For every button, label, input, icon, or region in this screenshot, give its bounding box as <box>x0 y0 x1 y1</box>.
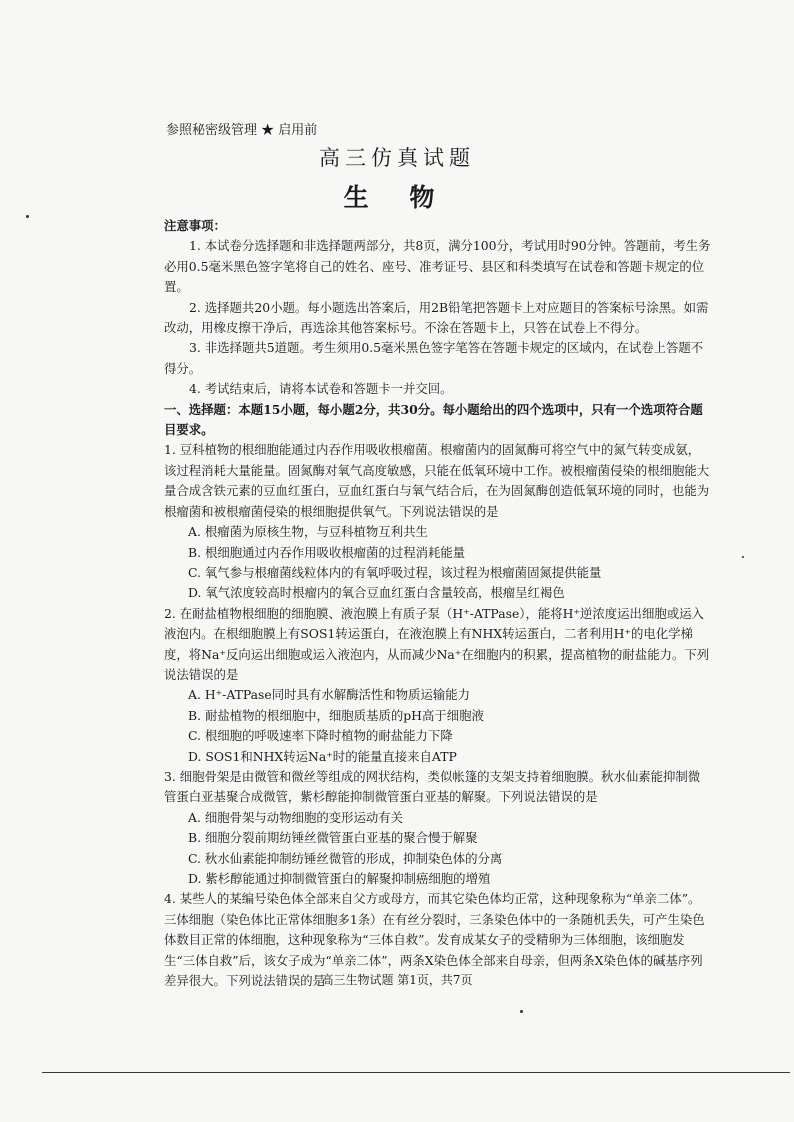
question-option: D. 紫杉醇能通过抑制微管蛋白的解聚抑制癌细胞的增殖 <box>188 871 491 886</box>
question-option: C. 氧气参与根瘤菌线粒体内的有氧呼吸过程，该过程为根瘤菌固氮提供能量 <box>188 564 602 580</box>
scan-edge-line <box>42 1072 790 1073</box>
subject-title: 生 物 <box>343 183 451 212</box>
notice-item: 2. 选择题共20小题。每小题选出答案后，用2B铅笔把答题卡上对应题目的答案标号涂黑。如需改动，用橡皮擦干净后，再选涂其他答案标号。不涂在答题卡上，只答在试卷上不得分。 <box>164 299 709 336</box>
scan-speck <box>520 1010 523 1013</box>
scan-speck <box>742 556 744 558</box>
exam-body <box>164 216 712 991</box>
question-option: B. 耐盐植物的根细胞中，细胞质基质的pH高于细胞液 <box>188 707 484 723</box>
question-stem: 4. 某些人的某编号染色体全部来自父方或母方，而其它染色体均正常，这种现象称为“单亲二体”。三体细胞（染色体比正常体细胞多1条）在有丝分裂时，三条染色体中的一条随机丢失，可产生染色体数目正常的体细胞，这种现象称为“三体自救”。发育成某女子的受精卵为三体细胞，该细胞发生“三体自救”后，该女子成为“单亲二体”，两条X染色体全部来自母亲，但两条X染色体的碱基序列差异很大。下列说法错误的是 <box>164 891 705 989</box>
scan-speck <box>26 215 29 218</box>
question-option: D. 氧气浓度较高时根瘤内的氧合豆血红蛋白含量较高，根瘤呈红褐色 <box>188 585 565 601</box>
question-stem: 3. 细胞骨架是由微管和微丝等组成的网状结构，类似帐篷的支架支持着细胞膜。秋水仙素能抑制微管蛋白亚基聚合成微管，紫杉醇能抑制微管蛋白亚基的解聚。下列说法错误的是 <box>164 768 701 805</box>
question-stem: 1. 豆科植物的根细胞能通过内吞作用吸收根瘤菌。根瘤菌内的固氮酶可将空气中的氮气转变成氨，该过程消耗大量能量。固氮酶对氧气高度敏感，只能在低氧环境中工作。被根瘤菌侵染的根细胞能大量合成含铁元素的豆血红蛋白，豆血红蛋白与氧气结合后，在为固氮酶创造低氧环境的同时，也能为根瘤菌和被根瘤菌侵染的根细胞提供氧气。下列说法错误的是 <box>164 442 710 519</box>
question-option: A. H⁺-ATPase同时具有水解酶活性和物质运输能力 <box>188 687 471 703</box>
page-footer: 高三生物试题 第1页，共7页 <box>321 973 473 987</box>
question-option: C. 根细胞的呼吸速率下降时植物的耐盐能力下降 <box>188 728 453 744</box>
question-option: A. 细胞骨架与动物细胞的变形运动有关 <box>188 809 404 825</box>
secrecy-label: 参照秘密级管理 ★ 启用前 <box>166 123 318 138</box>
notice-item: 4. 考试结束后，请将本试卷和答题卡一并交回。 <box>189 381 453 397</box>
notice-heading: 注意事项： <box>164 218 226 233</box>
question-option: B. 根细胞通过内吞作用吸收根瘤菌的过程消耗能量 <box>188 544 466 560</box>
question-stem: 2. 在耐盐植物根细胞的细胞膜、液泡膜上有质子泵（H⁺-ATPase），能将H⁺逆浓度运出细胞或运入液泡内。在根细胞膜上有SOS1转运蛋白，在液泡膜上有NHX转运蛋白，二者利用H⁺的电化学梯度，将Na⁺反向运出细胞或运入液泡内，从而减少Na⁺在细胞内的积累，提高植物的耐盐能力。下列说法错误的是 <box>164 605 710 682</box>
question-option: C. 秋水仙素能抑制纺锤丝微管的形成，抑制染色体的分离 <box>188 850 503 866</box>
notice-item: 3. 非选择题共5道题。考生须用0.5毫米黑色签字笔答在答题卡规定的区域内，在试卷上答题不得分。 <box>164 340 704 376</box>
notice-item: 1. 本试卷分选择题和非选择题两部分，共8页，满分100分，考试用时90分钟。答题前，考生务必用0.5毫米黑色签字笔将自己的姓名、座号、准考证号、县区和科类填写在试卷和答题卡规定的位置。 <box>164 238 711 295</box>
question-option: B. 细胞分裂前期纺锤丝微管蛋白亚基的聚合慢于解聚 <box>188 830 478 846</box>
question-option: D. SOS1和NHX转运Na⁺时的能量直接来自ATP <box>188 748 457 764</box>
question-option: A. 根瘤菌为原核生物，与豆科植物互利共生 <box>188 524 428 540</box>
section-heading: 一、选择题：本题15小题，每小题2分，共30分。每小题给出的四个选项中，只有一个选项符合题目要求。 <box>164 401 703 438</box>
exam-title: 高三仿真试题 <box>319 146 475 170</box>
